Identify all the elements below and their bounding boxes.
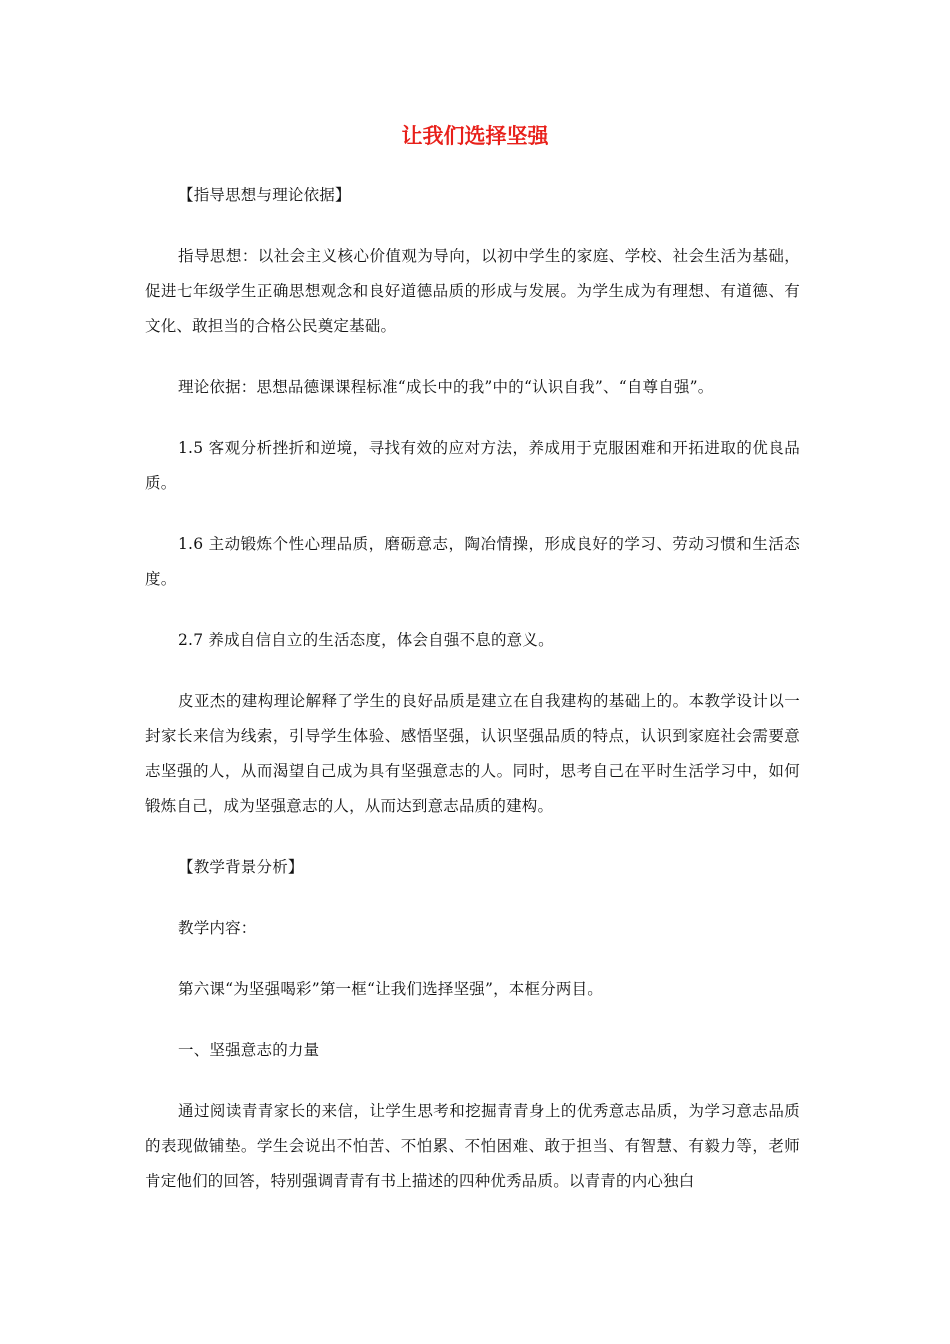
- paragraph-standard-1-5: 1.5 客观分析挫折和逆境，寻找有效的应对方法，养成用于克服困难和开拓进取的优良品质。: [145, 439, 800, 492]
- paragraph-guiding-thought: 指导思想：以社会主义核心价值观为导向，以初中学生的家庭、学校、社会生活为基础，促进七年级学生正确思想观念和良好道德品质的形成与发展。为学生成为有理想、有道德、有文化、敢担当的合格公民奠定基础。: [145, 247, 800, 335]
- paragraph-teaching-content-label: 教学内容：: [178, 919, 257, 937]
- paragraph-letter-reading: 通过阅读青青家长的来信，让学生思考和挖掘青青身上的优秀意志品质，为学习意志品质的表现做铺垫。学生会说出不怕苦、不怕累、不怕困难、敢于担当、有智慧、有毅力等，老师肯定他们的回答，特别强调青青有书上描述的四种优秀品质。以青青的内心独白: [145, 1102, 800, 1190]
- paragraph-subsection-one: 一、坚强意志的力量: [178, 1041, 320, 1059]
- paragraph-piaget-theory: 皮亚杰的建构理论解释了学生的良好品质是建立在自我建构的基础上的。本教学设计以一封家长来信为线索，引导学生体验、感悟坚强，认识坚强品质的特点，认识到家庭社会需要意志坚强的人，从而渴望自己成为具有坚强意志的人。同时，思考自己在平时生活学习中，如何锻炼自己，成为坚强意志的人，从而达到意志品质的建构。: [145, 692, 800, 815]
- section-heading-background: 【教学背景分析】: [178, 858, 304, 876]
- paragraph-standard-2-7: 2.7 养成自信自立的生活态度，体会自强不息的意义。: [178, 631, 554, 649]
- paragraph-standard-1-6: 1.6 主动锻炼个性心理品质，磨砺意志，陶冶情操，形成良好的学习、劳动习惯和生活态度。: [145, 535, 800, 588]
- paragraph-theory-basis: 理论依据：思想品德课课程标准“成长中的我”中的“认识自我”、“自尊自强”。: [178, 378, 714, 396]
- section-heading-guiding-theory: 【指导思想与理论依据】: [178, 186, 351, 204]
- document-title: 让我们选择坚强: [401, 123, 549, 148]
- document-body: [145, 178, 800, 1199]
- paragraph-lesson-description: 第六课“为坚强喝彩”第一框“让我们选择坚强”，本框分两目。: [178, 980, 603, 998]
